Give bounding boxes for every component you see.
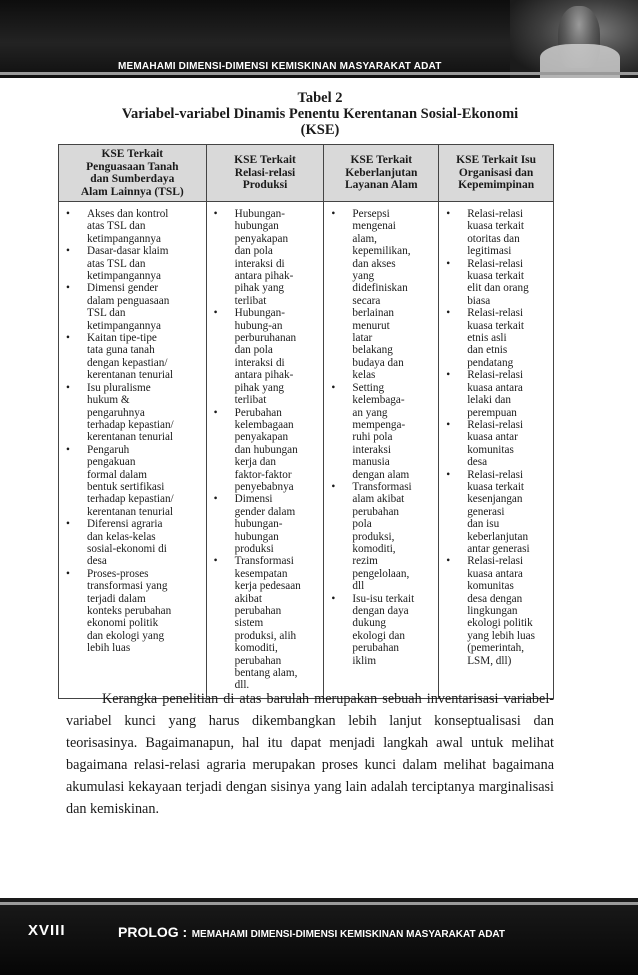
list-item-line: • Pengaruh — [87, 443, 130, 456]
page-number: XVIII — [28, 922, 66, 939]
list-item — [328, 481, 435, 593]
list-item-line: penyakapan — [234, 232, 289, 245]
list-item-line: latar — [352, 332, 373, 345]
bullet-list — [211, 208, 321, 692]
column-header-line: KSE Terkait — [101, 148, 164, 160]
list-item-line: perempuan — [467, 406, 517, 419]
column-header-3 — [324, 145, 439, 202]
list-item-line: secara — [352, 294, 381, 307]
list-item-line: pola — [352, 518, 372, 531]
list-item-line: alam, — [352, 232, 377, 245]
list-item-line: ekologi dan — [352, 629, 405, 642]
list-item — [443, 258, 550, 308]
list-item — [63, 382, 203, 444]
column-header-line: Kepemimpinan — [458, 179, 535, 192]
list-item-line: mengenai — [352, 220, 396, 233]
list-item-line: hubungan- — [234, 518, 283, 531]
list-item — [63, 282, 203, 332]
list-item-line: legitimasi — [467, 245, 512, 258]
list-item-line: budaya dan — [352, 356, 404, 369]
list-item-line: kerentanan tenurial — [87, 505, 174, 518]
list-item-line: ketimpangannya — [87, 232, 161, 245]
list-item — [211, 555, 321, 691]
list-item-line: kesempatan — [234, 567, 288, 580]
bullet-list — [63, 208, 203, 655]
list-item — [443, 307, 550, 369]
list-item-line: konteks perubahan — [87, 605, 172, 617]
list-item-line: bentang alam, — [234, 667, 298, 680]
list-item-line: dan akses — [352, 257, 396, 270]
running-title: MEMAHAMI DIMENSI-DIMENSI KEMISKINAN MASYARAKAT ADAT — [118, 61, 442, 72]
list-item-line: LSM, dll) — [467, 654, 512, 667]
footer-prefix: PROLOG : — [118, 924, 188, 940]
list-item — [63, 444, 203, 518]
list-item-line: ketimpangannya — [87, 319, 161, 332]
list-item-line: atas TSL dan — [87, 220, 146, 233]
list-item-line: ekonomi politik — [87, 617, 159, 630]
list-item — [328, 208, 435, 382]
list-item-line: kuasa terkait — [467, 270, 525, 283]
list-item-line: dan ekologi yang — [87, 629, 165, 642]
list-item-line: • Dimensi — [234, 493, 273, 506]
table-title-abbrev: (KSE) — [300, 122, 340, 138]
column-cell-2 — [206, 202, 324, 699]
list-item-line: perubahan — [352, 505, 399, 518]
list-item-line: • Perubahan — [234, 406, 282, 419]
list-item-line: sosial-ekonomi di — [87, 542, 167, 555]
list-item — [443, 469, 550, 556]
list-item-line: terhadap kepastian/ — [87, 418, 174, 431]
list-item-line: pihak yang — [234, 381, 285, 394]
footer-book-title: MEMAHAMI DIMENSI-DIMENSI KEMISKINAN MASYARAKAT ADAT — [191, 929, 506, 940]
list-item-line: • Akses dan kontrol — [87, 208, 169, 220]
column-header-line: Organisasi dan — [458, 166, 534, 179]
list-item-line: berlainan — [352, 307, 395, 320]
list-item-line: rezim — [352, 555, 378, 568]
list-item-line: kuasa antara — [467, 567, 523, 580]
column-header-4 — [439, 145, 554, 202]
list-item — [63, 518, 203, 568]
column-header-line: Penguasaan Tanah — [86, 160, 179, 173]
list-item-line: produksi, — [352, 530, 395, 543]
list-item-line: produksi, alih — [234, 629, 297, 642]
list-item-line: manusia — [352, 456, 390, 469]
column-header-line: KSE Terkait — [350, 154, 413, 167]
kse-table — [58, 144, 554, 699]
list-item-line: etnis asli — [467, 332, 507, 345]
list-item-line: • Relasi-relasi — [467, 369, 524, 382]
list-item-line: terjadi dalam — [87, 592, 146, 605]
list-item-line: kerentanan tenurial — [87, 369, 174, 382]
list-item-line: hubungan — [234, 220, 279, 233]
footer-rule — [0, 902, 638, 905]
list-item-line: lelaki dan — [467, 394, 511, 407]
list-item-line: kuasa terkait — [467, 480, 525, 493]
column-header-line: Layanan Alam — [345, 179, 418, 192]
list-item — [63, 332, 203, 382]
list-item-line: pihak yang — [234, 282, 285, 295]
list-item-line: perburuhanan — [234, 332, 297, 345]
list-item-line: desa — [467, 456, 488, 469]
list-item-line: dan pola — [234, 344, 273, 357]
list-item-line: pengelolaan, — [352, 567, 410, 580]
list-item-line: • Dimensi gender — [87, 282, 159, 295]
list-item-line: kelembagaan — [234, 418, 294, 431]
list-item-line: dan pola — [234, 245, 273, 258]
list-item-line: dan hubungan — [234, 443, 298, 456]
list-item-line: dan etnis — [467, 344, 508, 357]
list-item-line: belakang — [352, 344, 393, 357]
table-body-row — [59, 202, 554, 699]
list-item-line: komoditi, — [352, 542, 396, 555]
column-header-line: KSE Terkait Isu — [456, 154, 537, 167]
table-header-row — [59, 145, 554, 202]
list-item — [443, 369, 550, 419]
list-item-line: atas TSL dan — [87, 257, 146, 270]
list-item-line: menurut — [352, 319, 390, 332]
list-item — [443, 555, 550, 667]
list-item-line: yang — [352, 270, 375, 283]
list-item-line: formal dalam — [87, 468, 147, 481]
list-item-line: kuasa antar — [467, 431, 518, 444]
list-item-line: generasi — [467, 505, 505, 518]
list-item-line: komunitas — [467, 443, 514, 456]
list-item-line: produksi — [234, 542, 274, 555]
list-item — [328, 382, 435, 481]
list-item-line: dengan kepastian/ — [87, 356, 168, 369]
list-item-line: • Relasi-relasi — [467, 257, 524, 270]
list-item-line: • Relasi-relasi — [467, 468, 524, 481]
list-item-line: kuasa antara — [467, 381, 523, 394]
list-item-line: interaksi — [352, 443, 391, 456]
list-item-line: alam akibat — [352, 493, 405, 506]
list-item-line: • Proses-proses — [87, 567, 149, 580]
list-item-line: pengaruhnya — [87, 406, 145, 419]
list-item-line: hubungan — [234, 530, 279, 543]
page-header — [0, 0, 638, 78]
list-item-line: iklim — [352, 654, 377, 667]
list-item-line: kuasa terkait — [467, 220, 525, 233]
list-item-line: (pemerintah, — [467, 642, 525, 655]
list-item-line: dengan alam — [352, 468, 410, 481]
list-item-line: kesenjangan — [467, 493, 523, 506]
list-item-line: antara pihak- — [234, 270, 294, 283]
list-item-line: gender dalam — [234, 505, 296, 518]
column-cell-4 — [439, 202, 554, 699]
list-item-line: kuasa terkait — [467, 319, 525, 332]
list-item-line: • Relasi-relasi — [467, 208, 524, 220]
list-item-line: keberlanjutan — [467, 530, 529, 543]
list-item — [211, 307, 321, 406]
list-item-line: • Transformasi — [352, 480, 412, 493]
list-item-line: dengan daya — [352, 605, 409, 617]
list-item-line: • Isu pluralisme — [87, 381, 151, 394]
list-item-line: hukum & — [87, 394, 130, 407]
list-item-line: perubahan — [234, 654, 282, 667]
column-header-2 — [206, 145, 324, 202]
list-item-line: tata guna tanah — [87, 344, 155, 357]
column-header-1 — [59, 145, 207, 202]
body-text — [66, 688, 554, 820]
list-item-line: penyebabnya — [234, 480, 294, 493]
list-item — [63, 208, 203, 245]
list-item-line: kelembaga- — [352, 394, 405, 407]
list-item-line: ketimpangannya — [87, 270, 161, 283]
list-item-line: didefiniskan — [352, 282, 408, 295]
list-item — [328, 593, 435, 667]
page-footer — [0, 898, 638, 975]
list-item-line: otoritas dan — [467, 232, 520, 245]
list-item-line: dll. — [234, 679, 250, 692]
list-item-line: desa dengan — [467, 592, 523, 605]
list-item-line: • Kaitan tipe-tipe — [87, 332, 157, 345]
list-item-line: • Transformasi — [234, 555, 294, 568]
list-item-line: antara pihak- — [234, 369, 294, 382]
column-header-line: Keberlanjutan — [345, 166, 418, 179]
list-item-line: terlibat — [234, 294, 267, 307]
list-item-line: dalam penguasaan — [87, 294, 170, 307]
header-photo — [510, 0, 638, 78]
list-item-line: elit dan orang — [467, 282, 529, 295]
list-item-line: hubung-an — [234, 319, 283, 332]
list-item-line: akibat — [234, 592, 262, 605]
column-header-line: Relasi-relasi — [234, 166, 296, 179]
column-cell-1 — [59, 202, 207, 699]
list-item-line: faktor-faktor — [234, 468, 292, 481]
list-item — [211, 407, 321, 494]
list-item-line: terlibat — [234, 394, 267, 407]
list-item-line: komoditi, — [234, 642, 278, 655]
list-item-line: mempenga- — [352, 418, 406, 431]
body-paragraph: Kerangka penelitian di atas barulah merupakan sebuah inventarisasi variabel-variabel kunci yang harus dikembangkan lebih lanjut konseptualisasi dan teorisasinya. Bagaimanapun, hal itu dapat menjadi langkah awal untuk melihat bagaimana relasi-relasi agraria merupakan proses kunci dalam melihat bagaimana akumulasi kekayaan terjadi dengan sisinya yang lain adalah terciptanya marginalisasi dan kemiskinan. — [66, 691, 554, 817]
list-item-line: perubahan — [234, 605, 282, 617]
list-item-line: dan isu — [467, 518, 500, 531]
list-item-line: komunitas — [467, 580, 514, 593]
footer-title — [118, 924, 505, 942]
list-item-line: • Relasi-relasi — [467, 418, 524, 431]
list-item-line: • Diferensi agraria — [87, 518, 163, 531]
list-item-line: kerja pedesaan — [234, 580, 301, 593]
column-cell-3 — [324, 202, 439, 699]
list-item-line: kelas — [352, 369, 376, 382]
column-header-line: Alam Lainnya (TSL) — [80, 185, 184, 198]
list-item-line: • Dasar-dasar klaim — [87, 245, 169, 258]
list-item-line: interaksi di — [234, 257, 285, 270]
table-number: Tabel 2 — [297, 90, 343, 106]
list-item-line: • Setting — [352, 381, 385, 394]
list-item-line: • Hubungan- — [234, 307, 285, 320]
list-item-line: sistem — [234, 617, 264, 630]
list-item-line: antar generasi — [467, 542, 530, 555]
list-item-line: biasa — [467, 294, 491, 307]
list-item-line: kerja dan — [234, 456, 276, 469]
list-item-line: an yang — [352, 406, 388, 419]
list-item-line: ekologi politik — [467, 617, 533, 630]
list-item-line: terhadap kepastian/ — [87, 493, 174, 506]
list-item-line: ruhi pola — [352, 431, 393, 444]
list-item-line: lingkungan — [467, 605, 518, 617]
column-header-line: Produksi — [242, 179, 288, 192]
list-item-line: kerentanan tenurial — [87, 431, 174, 444]
list-item — [211, 493, 321, 555]
list-item-line: bentuk sertifikasi — [87, 480, 165, 493]
list-item-line: transformasi yang — [87, 580, 168, 593]
list-item-line: yang lebih luas — [467, 629, 535, 642]
table-title: Variabel-variabel Dinamis Penentu Kerentanan Sosial-Ekonomi — [121, 106, 519, 122]
list-item — [63, 245, 203, 282]
list-item-line: perubahan — [352, 642, 399, 655]
list-item-line: • Relasi-relasi — [467, 555, 524, 568]
list-item-line: dan kelas-kelas — [87, 530, 156, 543]
column-header-line: dan Sumberdaya — [90, 173, 175, 185]
list-item-line: TSL dan — [87, 307, 126, 320]
list-item — [211, 208, 321, 307]
table-caption — [70, 90, 570, 138]
list-item-line: • Relasi-relasi — [467, 307, 524, 320]
list-item — [63, 568, 203, 655]
column-header-line: KSE Terkait — [234, 154, 296, 167]
header-rule — [0, 72, 638, 75]
list-item — [443, 419, 550, 469]
list-item-line: kepemilikan, — [352, 245, 411, 258]
list-item-line: • Hubungan- — [234, 208, 285, 220]
list-item — [443, 208, 550, 258]
list-item-line: penyakapan — [234, 431, 289, 444]
list-item-line: pengakuan — [87, 456, 136, 469]
list-item-line: dll — [352, 580, 365, 593]
list-item-line: dukung — [352, 617, 386, 630]
list-item-line: pendatang — [467, 356, 514, 369]
list-item-line: desa — [87, 555, 107, 568]
list-item-line: • Persepsi — [352, 208, 390, 220]
bullet-list — [328, 208, 435, 667]
list-item-line: interaksi di — [234, 356, 285, 369]
list-item-line: • Isu-isu terkait — [352, 592, 415, 605]
list-item-line: lebih luas — [87, 642, 131, 655]
bullet-list — [443, 208, 550, 667]
